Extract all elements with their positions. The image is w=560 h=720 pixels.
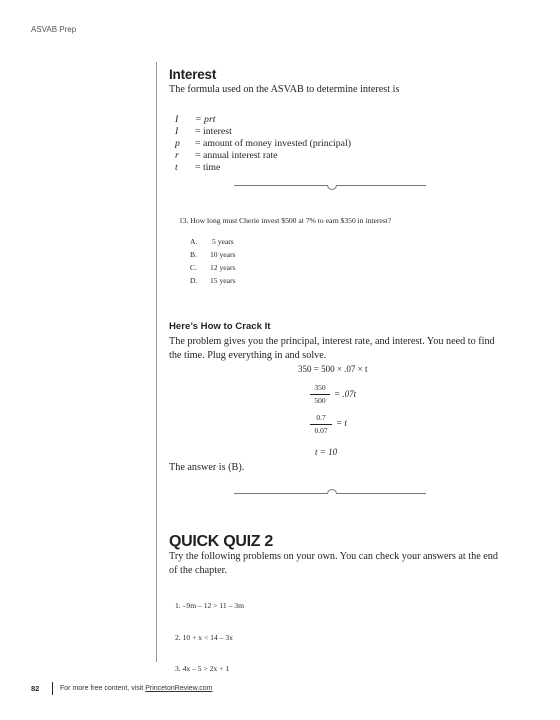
formula-def: = prt: [195, 114, 216, 125]
fraction-1-rhs: = .07t: [334, 389, 357, 399]
quiz-problem-1: 1. –9m – 12 > 11 – 3m: [175, 601, 244, 610]
fraction-bar: [310, 394, 330, 395]
divider-ornament: [327, 489, 337, 494]
choice-d: [190, 276, 390, 288]
fraction-denominator: 500: [314, 396, 326, 405]
question-13: 13. How long must Cherie invest $500 at 7% to earn $350 in interest?: [179, 216, 392, 225]
fraction-denominator: 0.07: [314, 426, 328, 435]
formula-var: p: [175, 138, 180, 149]
footer-label: For more free content, visit: [60, 685, 146, 692]
choice-text: 5 years: [212, 237, 234, 246]
formula-def: = time: [195, 162, 221, 173]
formula-row: [175, 150, 435, 162]
quiz-intro-line2: of the chapter.: [169, 565, 227, 576]
formula-row: [175, 162, 435, 174]
formula-row: [175, 114, 435, 126]
footer-text: [60, 685, 213, 692]
formula-var: I: [175, 114, 179, 125]
answer-choices: [190, 237, 390, 289]
interest-intro: The formula used on the ASVAB to determine interest is: [169, 84, 400, 95]
formula-def: = interest: [195, 126, 232, 137]
choice-c: [190, 263, 390, 275]
choice-letter: A.: [190, 237, 198, 246]
formula-var: r: [175, 150, 179, 161]
crack-paragraph-line1: The problem gives you the principal, interest rate, and interest. You need to find: [169, 336, 495, 347]
running-head: ASVAB Prep: [31, 25, 77, 34]
crack-paragraph-line2: the time. Plug everything in and solve.: [169, 350, 327, 361]
footer-separator: [52, 682, 53, 695]
choice-text: 10 years: [210, 250, 236, 259]
equation-final: t = 10: [315, 447, 338, 457]
formula-block: [175, 114, 435, 178]
interest-heading: Interest: [169, 67, 217, 82]
equation-1: 350 = 500 × .07 × t: [298, 364, 368, 374]
choice-letter: C.: [190, 263, 197, 272]
margin-rule: [156, 62, 157, 662]
fraction-2: [310, 413, 332, 436]
choice-text: 12 years: [210, 263, 236, 272]
choice-text: 15 years: [210, 276, 236, 285]
choice-letter: D.: [190, 276, 198, 285]
choice-a: [190, 237, 390, 249]
crack-heading: Here’s How to Crack It: [169, 321, 271, 332]
formula-var: t: [175, 162, 178, 173]
choice-letter: B.: [190, 250, 197, 259]
quiz-intro-line1: Try the following problems on your own. You can check your answers at the end: [169, 551, 498, 562]
quiz-heading: QUICK QUIZ 2: [169, 533, 273, 550]
divider-ornament: [327, 185, 337, 190]
formula-def: = amount of money invested (principal): [195, 138, 351, 149]
quiz-problem-2: 2. 10 + x < 14 – 3x: [175, 633, 233, 642]
formula-row: [175, 138, 435, 150]
fraction-numerator: 350: [314, 383, 326, 392]
fraction-numerator: 0.7: [316, 413, 326, 422]
formula-var: I: [175, 126, 179, 137]
fraction-1: [310, 383, 330, 406]
footer-link[interactable]: PrincetonReview.com: [145, 685, 213, 692]
formula-row: [175, 126, 435, 138]
page-number: 82: [31, 684, 40, 693]
quiz-problem-3: 3. 4x – 5 > 2x + 1: [175, 664, 230, 673]
fraction-2-rhs: = t: [336, 418, 347, 428]
choice-b: [190, 250, 390, 262]
answer-statement: The answer is (B).: [169, 462, 245, 473]
fraction-bar: [310, 424, 332, 425]
formula-def: = annual interest rate: [195, 150, 278, 161]
